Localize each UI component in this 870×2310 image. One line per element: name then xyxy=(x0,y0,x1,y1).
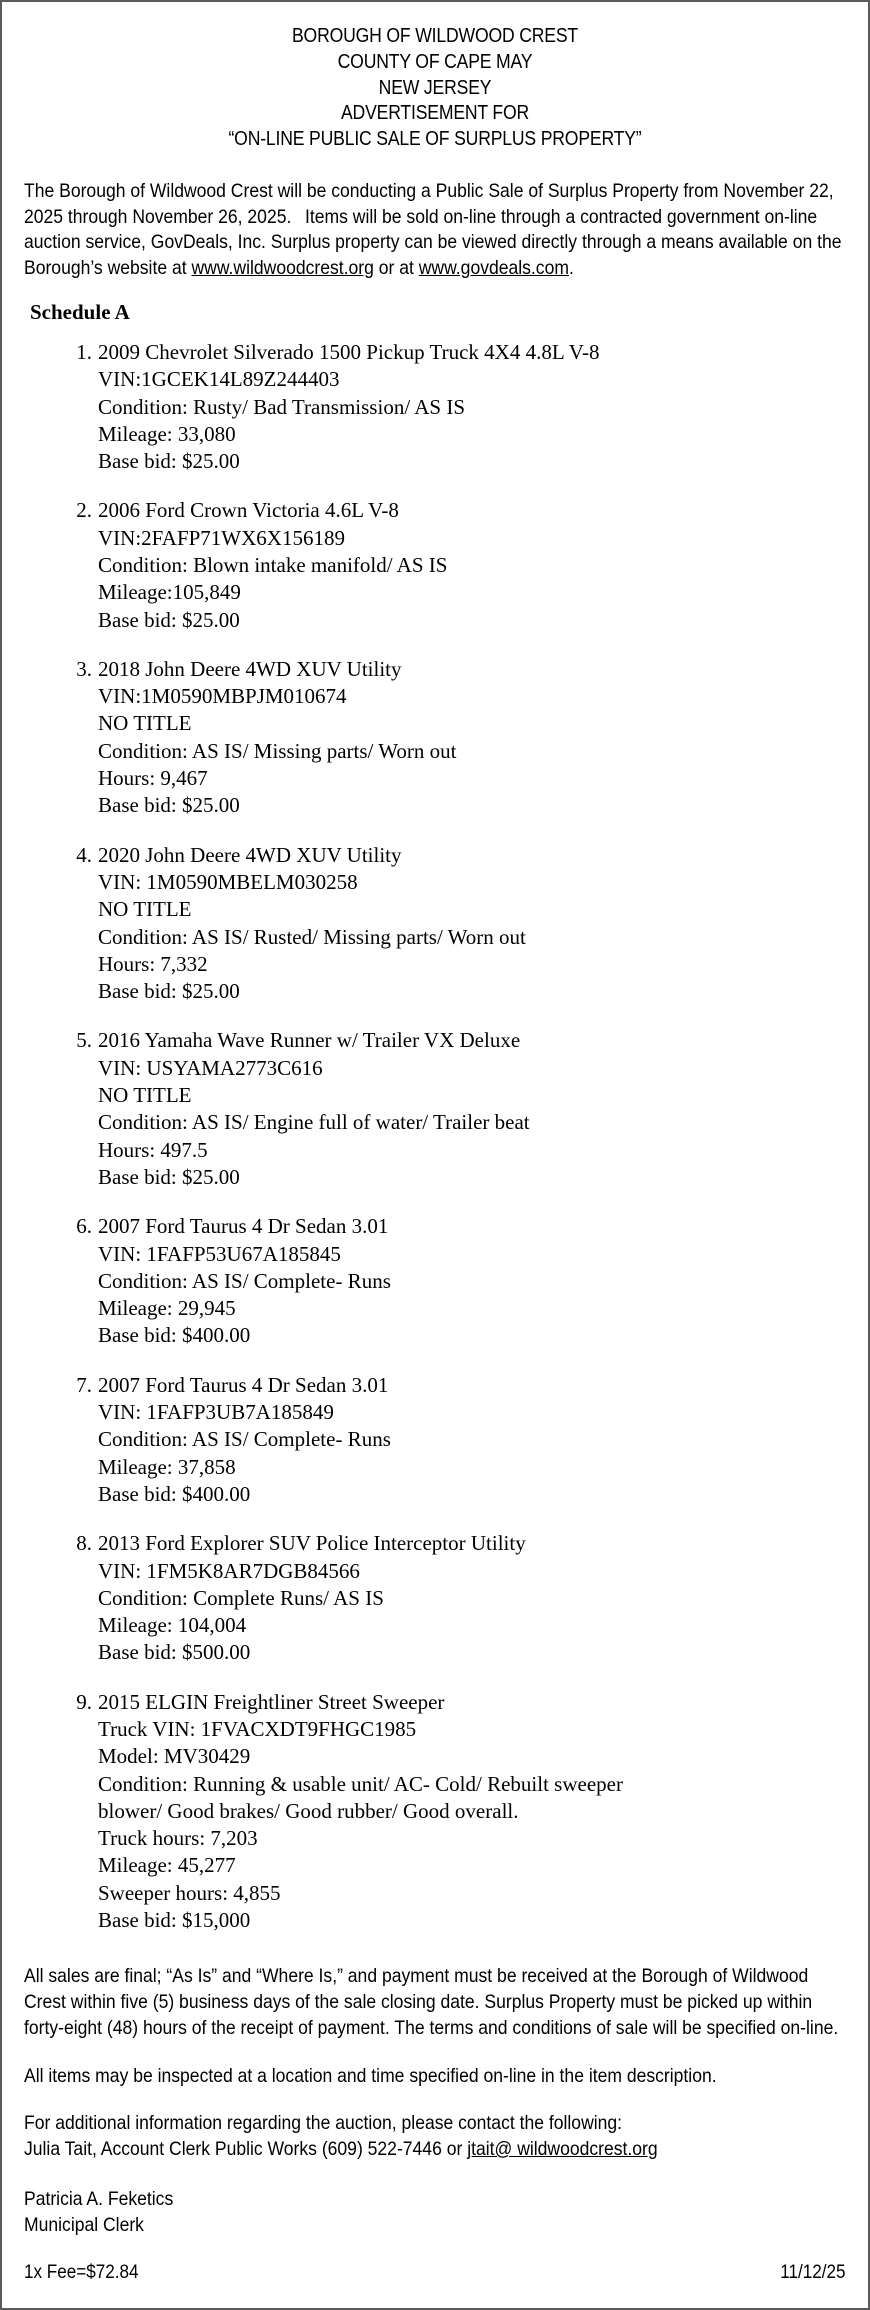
list-item-number: 6. xyxy=(76,1214,92,1239)
list-item xyxy=(24,842,846,1006)
govdeals-website-link[interactable]: www.govdeals.com xyxy=(418,257,569,280)
list-item-detail-line: 2013 Ford Explorer SUV Police Interceptor Utility xyxy=(98,1531,526,1556)
list-item-detail-line: Condition: Rusty/ Bad Transmission/ AS IS xyxy=(98,394,466,419)
list-item-detail-line: 2007 Ford Taurus 4 Dr Sedan 3.01 xyxy=(98,1214,389,1239)
masthead-line-state: NEW JERSEY xyxy=(378,76,492,99)
list-item-detail-line: Base bid: $500.00 xyxy=(98,1640,251,1665)
list-item-detail-line: Mileage: 37,858 xyxy=(98,1454,236,1479)
list-item-detail-line: 2009 Chevrolet Silverado 1500 Pickup Truck 4X4 4.8L V-8 xyxy=(98,339,600,364)
list-item-number: 4. xyxy=(76,842,92,867)
list-item-detail-line: VIN:1GCEK14L89Z244403 xyxy=(98,367,340,392)
intro-paragraph xyxy=(24,179,845,282)
list-item-detail-line: VIN: 1FAFP3UB7A185849 xyxy=(98,1400,334,1425)
list-item-detail-line: Condition: Running & usable unit/ AC- Cold/ Rebuilt sweeper xyxy=(98,1771,623,1796)
footer-date: 11/12/25 xyxy=(780,2262,846,2283)
list-item xyxy=(24,656,846,820)
list-item-detail-line: VIN: 1M0590MBELM030258 xyxy=(98,869,358,894)
contact-line xyxy=(24,2137,845,2163)
list-item-detail-line: 2018 John Deere 4WD XUV Utility xyxy=(98,656,402,681)
list-item-detail-line: Condition: AS IS/ Engine full of water/ Trailer beat xyxy=(98,1110,530,1135)
list-item-detail-line: VIN:2FAFP71WX6X156189 xyxy=(98,525,345,550)
list-item-detail-line: 2016 Yamaha Wave Runner w/ Trailer VX Deluxe xyxy=(98,1028,521,1053)
masthead xyxy=(73,24,796,153)
list-item xyxy=(24,497,846,633)
list-item-detail-line: Base bid: $25.00 xyxy=(98,793,240,818)
list-item-detail-line: Mileage: 45,277 xyxy=(98,1853,236,1878)
clerk-title: Municipal Clerk xyxy=(24,2213,144,2236)
list-item-detail-line: VIN: 1FAFP53U67A185845 xyxy=(98,1241,341,1266)
list-item-detail-line: Base bid: $25.00 xyxy=(98,1164,240,1189)
list-item-detail-line: Hours: 7,332 xyxy=(98,951,208,976)
list-item-detail-line: Truck hours: 7,203 xyxy=(98,1826,258,1851)
list-item-detail-line: Condition: AS IS/ Missing parts/ Worn out xyxy=(98,738,457,763)
list-item xyxy=(24,1213,846,1349)
list-item-detail-line: Model: MV30429 xyxy=(98,1744,251,1769)
list-item-detail-line: Condition: AS IS/ Complete- Runs xyxy=(98,1268,391,1293)
list-item-detail-line: Condition: Blown intake manifold/ AS IS xyxy=(98,553,448,577)
list-item xyxy=(24,1530,846,1666)
list-item-detail-line: Mileage:105,849 xyxy=(98,580,241,605)
list-item-detail-line: blower/ Good brakes/ Good rubber/ Good overall. xyxy=(98,1798,519,1823)
masthead-line-sale-title: “ON-LINE PUBLIC SALE OF SURPLUS PROPERTY” xyxy=(228,128,642,151)
list-item-detail-line: 2020 John Deere 4WD XUV Utility xyxy=(98,842,402,867)
footer xyxy=(24,2262,846,2284)
list-item-detail-line: VIN: 1FM5K8AR7DGB84566 xyxy=(98,1558,360,1583)
footer-fee: 1x Fee=$72.84 xyxy=(24,2262,139,2283)
list-item-detail-line: VIN: USYAMA2773C616 xyxy=(98,1055,323,1080)
contact-email-link[interactable]: jtait@ wildwoodcrest.org xyxy=(467,2138,658,2161)
list-item-number: 7. xyxy=(76,1372,92,1397)
list-item-detail-line: Base bid: $25.00 xyxy=(98,979,240,1004)
list-item-detail-line: Sweeper hours: 4,855 xyxy=(98,1880,281,1905)
list-item-detail-line: Mileage: 29,945 xyxy=(98,1296,236,1321)
masthead-line-advertisement: ADVERTISEMENT FOR xyxy=(340,102,530,125)
list-item-number: 8. xyxy=(76,1531,92,1556)
intro-text-part-1: The Borough of Wildwood Crest will be conducting a Public Sale of Surplus Property from November 22, 2025 through November 26, 2025. Items will be sold on-line through a contracted government on-line auction service, GovDeals, Inc. Surplus property can be viewed directly through a means available on the Borough’s website at xyxy=(24,179,842,280)
list-item-detail-line: Base bid: $15,000 xyxy=(98,1908,251,1933)
list-item xyxy=(24,1689,846,1935)
list-item-number: 9. xyxy=(76,1689,92,1714)
contact-intro-paragraph: For additional information regarding the auction, please contact the following: xyxy=(24,2112,623,2135)
list-item-detail-line: Base bid: $400.00 xyxy=(98,1481,251,1506)
list-item-detail-line: Truck VIN: 1FVACXDT9FHGC1985 xyxy=(98,1716,417,1741)
schedule-a-heading: Schedule A xyxy=(30,299,130,324)
list-item-detail-line: Mileage: 33,080 xyxy=(98,421,236,446)
clerk-name: Patricia A. Feketics xyxy=(24,2187,174,2210)
list-item xyxy=(24,1027,846,1191)
list-item-detail-line: NO TITLE xyxy=(98,711,192,736)
list-item-detail-line: Condition: AS IS/ Rusted/ Missing parts/ Worn out xyxy=(98,924,526,949)
list-item xyxy=(24,339,846,475)
list-item-number: 1. xyxy=(76,339,92,364)
masthead-line-borough: BOROUGH OF WILDWOOD CREST xyxy=(291,25,578,47)
list-item-detail-line: Base bid: $25.00 xyxy=(98,449,240,474)
intro-text-part-2: or at xyxy=(373,257,419,280)
list-item-detail-line: 2015 ELGIN Freightliner Street Sweeper xyxy=(98,1689,445,1714)
list-item-number: 2. xyxy=(76,498,92,523)
list-item-number: 5. xyxy=(76,1028,92,1053)
intro-text-part-3: . xyxy=(568,257,574,280)
list-item-detail-line: NO TITLE xyxy=(98,1083,192,1108)
list-item-detail-line: Hours: 9,467 xyxy=(98,766,208,791)
list-item-detail-line: 2006 Ford Crown Victoria 4.6L V-8 xyxy=(98,498,399,523)
list-item xyxy=(24,1372,846,1508)
list-item-detail-line: VIN:1M0590MBPJM010674 xyxy=(98,684,347,709)
inspection-paragraph: All items may be inspected at a location and time specified on-line in the item description. xyxy=(24,2064,717,2087)
list-item-detail-line: Hours: 497.5 xyxy=(98,1137,208,1162)
contact-name-text: Julia Tait, Account Clerk Public Works (609) 522-7446 or xyxy=(24,2138,468,2161)
list-item-detail-line: 2007 Ford Taurus 4 Dr Sedan 3.01 xyxy=(98,1372,389,1397)
surplus-items-list xyxy=(24,339,846,1934)
list-item-detail-line: Mileage: 104,004 xyxy=(98,1613,247,1638)
list-item-number: 3. xyxy=(76,656,92,681)
list-item-detail-line: Condition: Complete Runs/ AS IS xyxy=(98,1585,384,1610)
masthead-line-county: COUNTY OF CAPE MAY xyxy=(337,50,533,73)
borough-website-link[interactable]: www.wildwoodcrest.org xyxy=(191,257,374,280)
list-item-detail-line: Base bid: $400.00 xyxy=(98,1323,251,1348)
list-item-detail-line: Condition: AS IS/ Complete- Runs xyxy=(98,1427,391,1452)
list-item-detail-line: NO TITLE xyxy=(98,897,192,922)
list-item-detail-line: Base bid: $25.00 xyxy=(98,607,240,632)
terms-paragraph: All sales are final; “As Is” and “Where Is,” and payment must be received at the Borough of Wildwood Crest within five (5) business days of the sale closing date. Surplus Property must be picked up within forty-eight (48) hours of the receipt of payment. The terms and conditions of sale will be specified on-line. xyxy=(24,1965,839,2039)
